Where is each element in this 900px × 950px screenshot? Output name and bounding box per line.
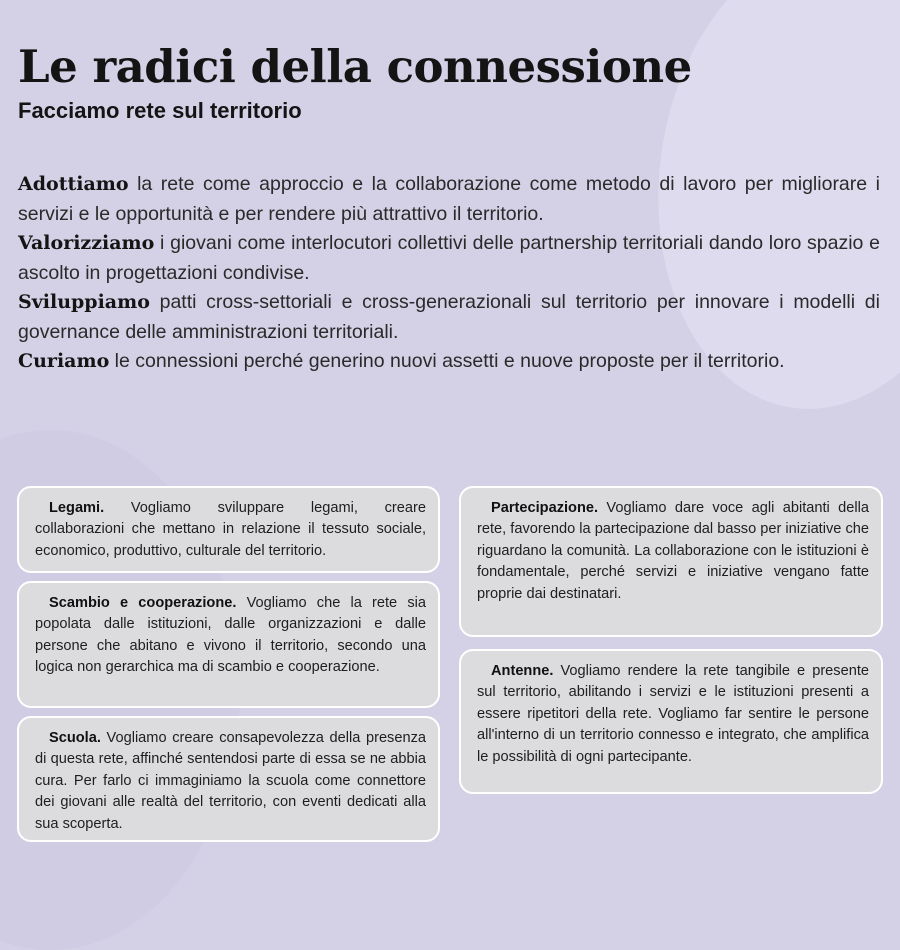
intro-keyword: Sviluppiamo (18, 291, 150, 313)
intro-text: la rete come approccio e la collaborazione come metodo di lavoro per migliorare i servizi e le opportunità e per rendere più attrattivo il territorio. (18, 173, 880, 225)
card-legami (17, 486, 440, 573)
card-title: Partecipazione. (491, 500, 599, 516)
card-text: Vogliamo dare voce agli abitanti della rete, favorendo la partecipazione dal basso per iniziative che riguardano la comunità. La collaborazione con le istituzioni è fondamentale, perché servizi e iniziative vengano fatte proprie dai destinatari. (477, 500, 869, 602)
card-partecipazione (459, 486, 883, 637)
intro-paragraph-sviluppiamo (18, 288, 880, 347)
card-text: Vogliamo creare consapevolezza della presenza di questa rete, affinché sentendosi parte di essa se ne abbia cura. Per farlo ci immaginiamo la scuola come connettore dei giovani alle realtà del territorio, con eventi dedicati alla sua scoperta. (35, 730, 426, 832)
card-title: Scambio e cooperazione. (49, 595, 237, 611)
intro-section (18, 170, 880, 377)
card-text: Vogliamo rendere la rete tangibile e presente sul territorio, abilitando i servizi e le istituzioni presenti a essere ripetitori della rete. Vogliamo far sentire le persone all'interno di un territorio connesso e integrato, che amplifica le possibilità di ogni partecipante. (477, 663, 869, 765)
intro-paragraph-adottiamo (18, 170, 880, 229)
intro-paragraph-curiamo (18, 347, 880, 377)
intro-keyword: Curiamo (18, 350, 110, 372)
intro-keyword: Valorizziamo (18, 232, 155, 254)
intro-text: patti cross-settoriali e cross-generazionali sul territorio per innovare i modelli di governance delle amministrazioni territoriali. (18, 291, 880, 343)
intro-text: le connessioni perché generino nuovi assetti e nuove proposte per il territorio. (109, 350, 785, 372)
intro-paragraph-valorizziamo (18, 229, 880, 288)
card-text: Vogliamo sviluppare legami, creare collaborazioni che mettano in relazione il tessuto sociale, economico, produttivo, culturale del territorio. (35, 500, 426, 559)
card-text: Vogliamo che la rete sia popolata dalle istituzioni, dalle organizzazioni e dalle persone che abitano e vivono il territorio, secondo una logica non gerarchica ma di scambio e cooperazione. (35, 595, 427, 676)
card-title: Legami. (49, 500, 105, 516)
intro-keyword: Adottiamo (18, 173, 129, 195)
page-title: Le radici della connessione (18, 40, 692, 93)
intro-text: i giovani come interlocutori collettivi delle partnership territoriali dando loro spazio e ascolto in progettazioni condivise. (18, 232, 880, 284)
card-title: Scuola. (49, 730, 101, 746)
card-scambio-cooperazione (17, 581, 440, 708)
page-subtitle: Facciamo rete sul territorio (18, 98, 302, 123)
card-scuola (17, 716, 440, 842)
card-antenne (459, 649, 883, 794)
card-title: Antenne. (491, 663, 554, 679)
